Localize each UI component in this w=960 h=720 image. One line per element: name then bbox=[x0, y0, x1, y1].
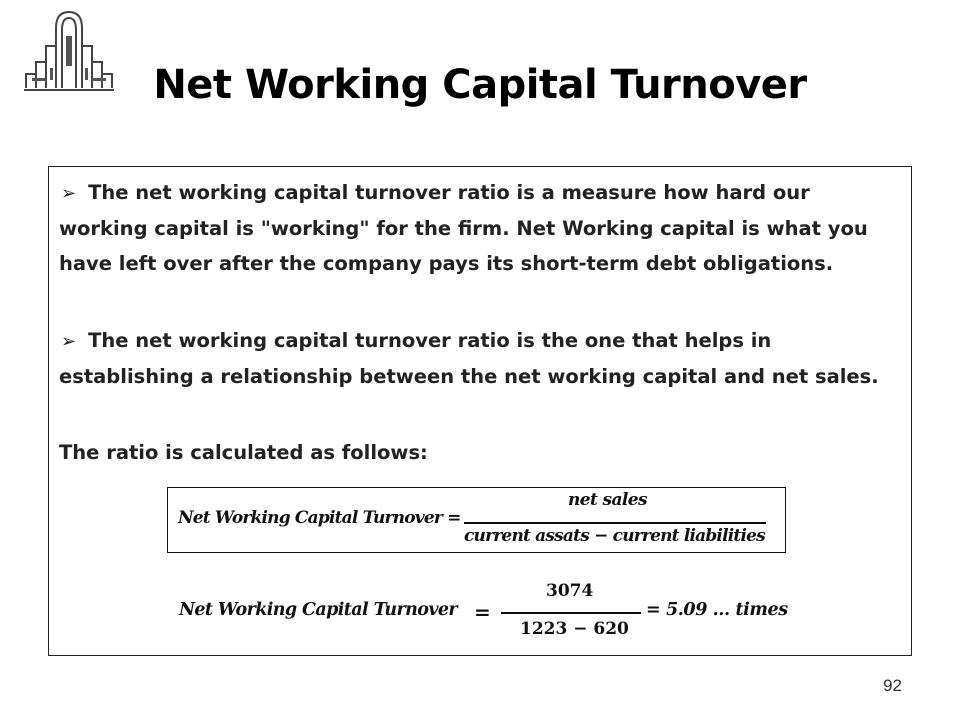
arrow-bullet-icon: ➢ bbox=[61, 331, 77, 352]
formula-lhs: Net Working Capital Turnover = bbox=[178, 508, 461, 528]
bullet-paragraph-2 bbox=[59, 323, 901, 394]
formula-box bbox=[167, 487, 786, 553]
calculation-result: = 5.09 … times bbox=[646, 600, 788, 620]
bullet-text-1: The net working capital turnover ratio is a measure how hard our working capital is "working" for the firm. Net Working capital is what you have left over after the company pays its short-term debt obligations. bbox=[59, 181, 868, 275]
page-number: 92 bbox=[883, 676, 902, 695]
slide-title: Net Working Capital Turnover bbox=[153, 62, 807, 108]
formula-denominator: current assats − current liabilities bbox=[464, 526, 765, 546]
arrow-bullet-icon: ➢ bbox=[61, 183, 77, 204]
formula-numerator: net sales bbox=[568, 490, 647, 510]
calculation-denominator: 1223 − 620 bbox=[520, 619, 629, 639]
calculation-equals: = bbox=[474, 600, 491, 624]
intro-text: The ratio is calculated as follows: bbox=[59, 441, 428, 464]
content-box bbox=[48, 166, 912, 656]
calculation-numerator: 3074 bbox=[546, 581, 594, 601]
bullet-paragraph-1 bbox=[59, 175, 901, 281]
calculation-lhs: Net Working Capital Turnover bbox=[179, 600, 458, 620]
calculation-fraction-bar bbox=[501, 612, 641, 614]
formula-fraction-bar bbox=[464, 522, 766, 524]
bullet-text-2: The net working capital turnover ratio is the one that helps in establishing a relationship between the net working capital and net sales. bbox=[59, 329, 879, 388]
